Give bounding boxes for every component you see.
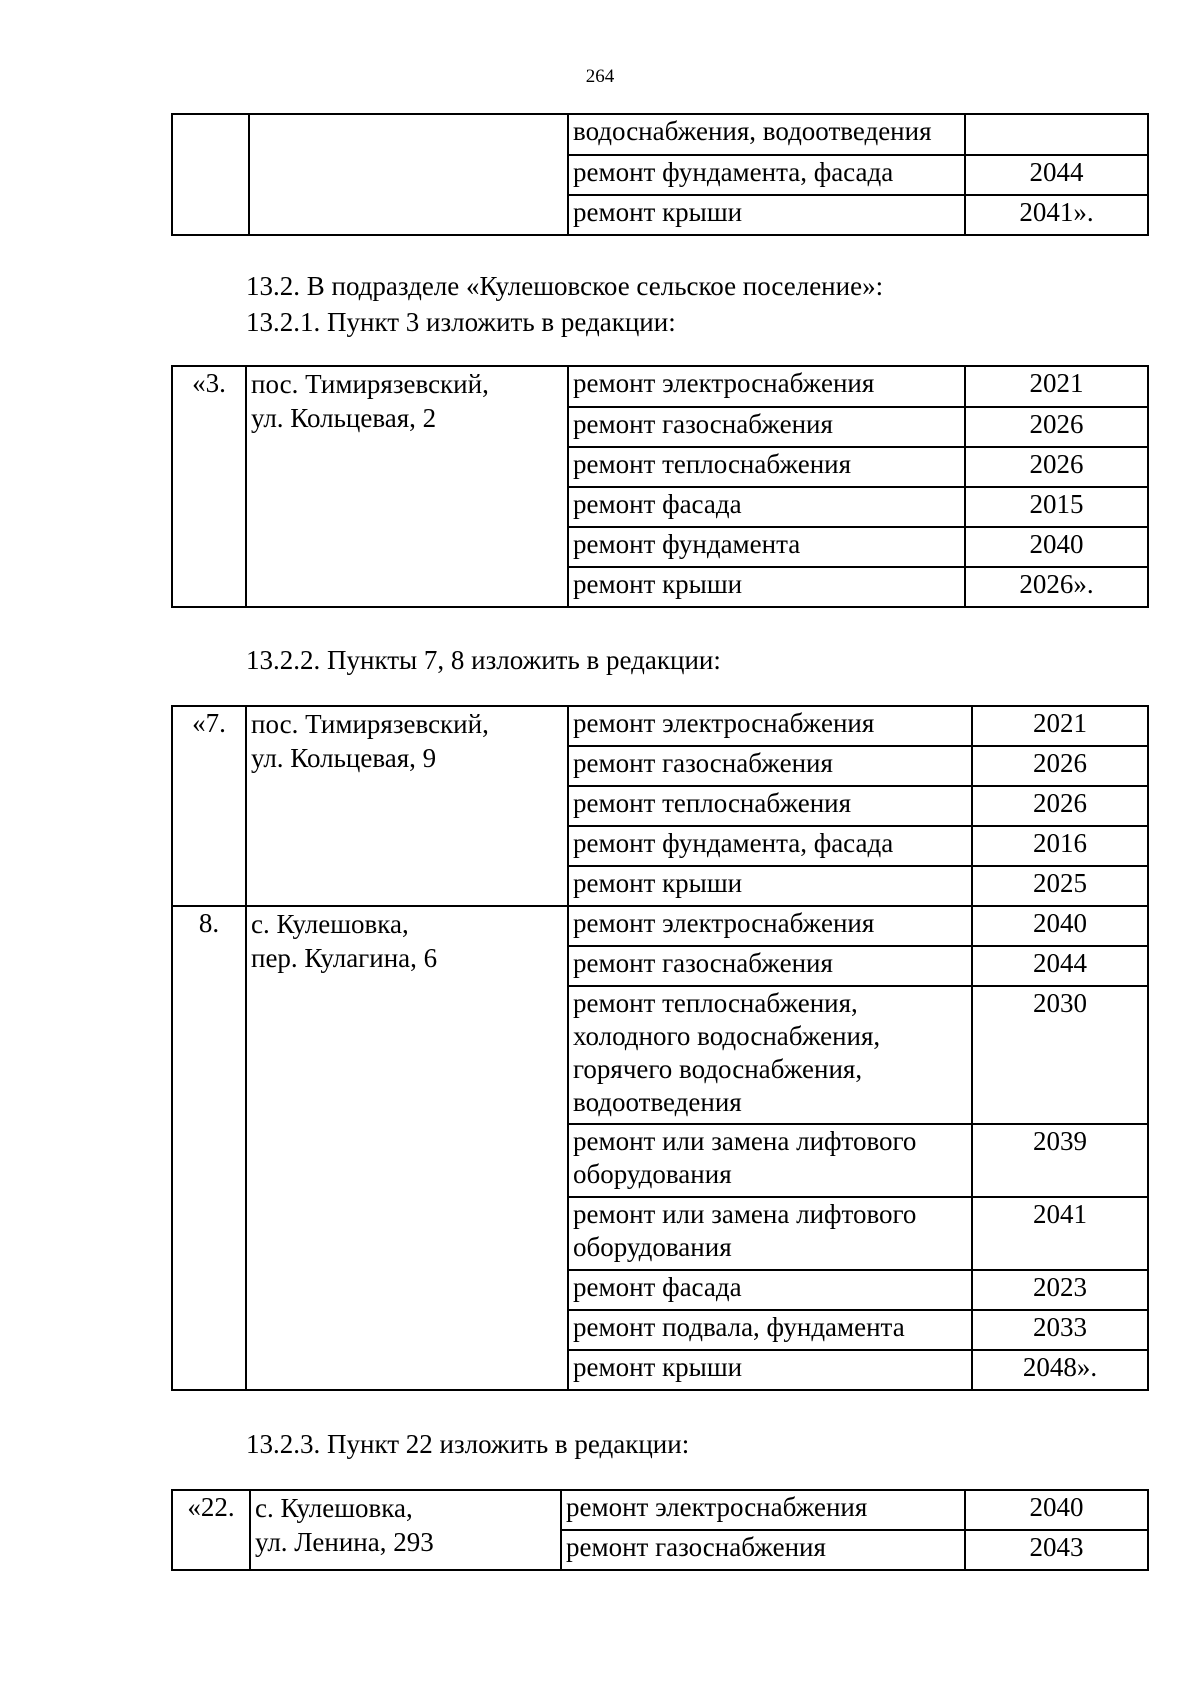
work-cell	[568, 1197, 972, 1270]
address-cell	[246, 706, 568, 906]
item-22-table	[171, 1489, 1149, 1571]
work-line: оборудования	[573, 1232, 732, 1262]
work-line: ремонт теплоснабжения,	[573, 988, 858, 1018]
work-line: оборудования	[573, 1159, 732, 1189]
table-row	[172, 114, 1148, 155]
work-line: холодного водоснабжения,	[573, 1021, 881, 1051]
year-cell: 2043	[965, 1530, 1148, 1570]
work-line: ремонт или замена лифтового	[573, 1199, 917, 1229]
page-number: 264	[585, 66, 615, 87]
number-cell: «22.	[172, 1490, 250, 1570]
work-cell	[568, 986, 972, 1124]
year-cell: 2030	[972, 986, 1148, 1124]
work-cell: ремонт подвала, фундамента	[568, 1310, 972, 1350]
year-cell: 2015	[965, 487, 1148, 527]
work-line: горячего водоснабжения,	[573, 1054, 863, 1084]
year-cell: 2023	[972, 1270, 1148, 1310]
year-cell: 2021	[972, 706, 1148, 746]
year-cell: 2048».	[972, 1350, 1148, 1390]
work-line: ремонт или замена лифтового	[573, 1126, 917, 1156]
work-cell: ремонт электроснабжения	[568, 706, 972, 746]
work-cell: ремонт фундамента, фасада	[568, 155, 965, 195]
year-cell: 2041	[972, 1197, 1148, 1270]
number-cell: «3.	[172, 366, 246, 607]
address-line: ул. Кольцевая, 2	[251, 403, 437, 433]
work-cell: ремонт крыши	[568, 195, 965, 235]
table-row	[172, 906, 1148, 946]
year-cell: 2016	[972, 826, 1148, 866]
year-cell: 2026».	[965, 567, 1148, 607]
address-line: с. Кулешовка,	[255, 1493, 413, 1523]
year-cell: 2025	[972, 866, 1148, 906]
item-3-table	[171, 365, 1149, 608]
year-cell: 2026	[972, 786, 1148, 826]
work-cell: ремонт теплоснабжения	[568, 447, 965, 487]
work-cell: ремонт фундамента	[568, 527, 965, 567]
year-cell	[965, 114, 1148, 155]
continuation-table	[171, 113, 1149, 236]
table-row	[172, 1490, 1148, 1530]
work-cell: ремонт газоснабжения	[568, 946, 972, 986]
work-cell: ремонт фундамента, фасада	[568, 826, 972, 866]
address-line: ул. Ленина, 293	[255, 1527, 434, 1557]
work-cell: ремонт фасада	[568, 1270, 972, 1310]
year-cell: 2040	[965, 527, 1148, 567]
address-cell	[246, 906, 568, 1390]
table-row	[172, 366, 1148, 407]
address-line: пос. Тимирязевский,	[251, 369, 489, 399]
number-cell: 8.	[172, 906, 246, 1390]
year-cell: 2044	[972, 946, 1148, 986]
year-cell: 2026	[965, 447, 1148, 487]
address-line: ул. Кольцевая, 9	[251, 743, 437, 773]
paragraph-13-2-2: 13.2.2. Пункты 7, 8 изложить в редакции:	[246, 645, 721, 675]
work-cell: ремонт фасада	[568, 487, 965, 527]
items-7-8-table	[171, 705, 1149, 1391]
year-cell: 2040	[965, 1490, 1148, 1530]
work-cell: ремонт электроснабжения	[561, 1490, 965, 1530]
number-cell: «7.	[172, 706, 246, 906]
work-cell: ремонт газоснабжения	[568, 407, 965, 447]
year-cell: 2026	[972, 746, 1148, 786]
year-cell: 2026	[965, 407, 1148, 447]
address-line: с. Кулешовка,	[251, 909, 409, 939]
address-cell	[246, 366, 568, 607]
year-cell: 2021	[965, 366, 1148, 407]
work-cell: ремонт крыши	[568, 1350, 972, 1390]
number-cell	[172, 114, 249, 235]
work-cell: ремонт электроснабжения	[568, 906, 972, 946]
work-cell: ремонт теплоснабжения	[568, 786, 972, 826]
work-line: водоотведения	[573, 1087, 742, 1117]
work-cell: ремонт крыши	[568, 866, 972, 906]
address-cell	[250, 1490, 561, 1570]
paragraph-13-2: 13.2. В подразделе «Кулешовское сельское поселение»:	[246, 271, 884, 301]
address-line: пос. Тимирязевский,	[251, 709, 489, 739]
work-cell: ремонт крыши	[568, 567, 965, 607]
table-row	[172, 706, 1148, 746]
paragraph-13-2-1: 13.2.1. Пункт 3 изложить в редакции:	[246, 307, 676, 337]
year-cell: 2033	[972, 1310, 1148, 1350]
year-cell: 2044	[965, 155, 1148, 195]
work-cell: ремонт газоснабжения	[561, 1530, 965, 1570]
address-line: пер. Кулагина, 6	[251, 943, 438, 973]
work-cell: водоснабжения, водоотведения	[568, 114, 965, 155]
year-cell: 2041».	[965, 195, 1148, 235]
address-cell	[249, 114, 568, 235]
paragraph-13-2-3: 13.2.3. Пункт 22 изложить в редакции:	[246, 1429, 690, 1459]
work-cell: ремонт электроснабжения	[568, 366, 965, 407]
work-cell	[568, 1124, 972, 1197]
work-cell: ремонт газоснабжения	[568, 746, 972, 786]
year-cell: 2039	[972, 1124, 1148, 1197]
year-cell: 2040	[972, 906, 1148, 946]
